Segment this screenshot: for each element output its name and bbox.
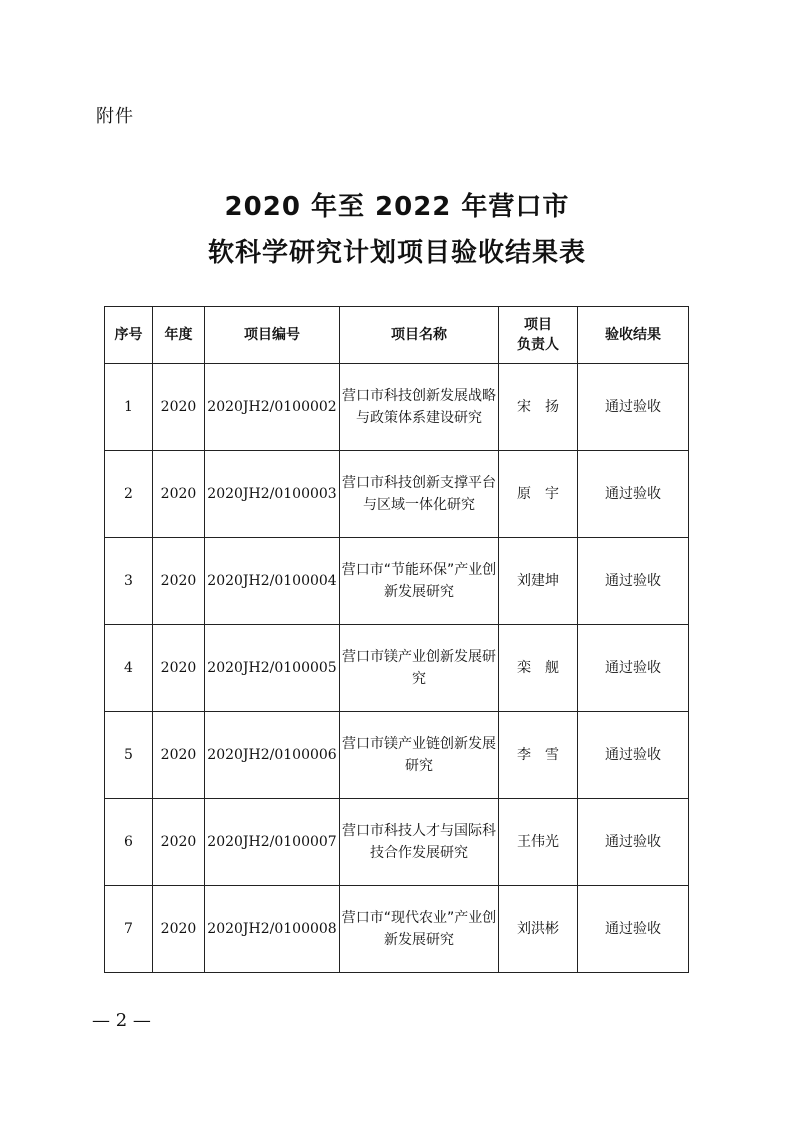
document-title-line-1: 2020 年至 2022 年营口市	[224, 192, 570, 222]
table-row	[105, 538, 689, 625]
cell-index: 4	[105, 625, 153, 712]
table-row	[105, 625, 689, 712]
table-header-row	[105, 307, 689, 364]
cell-code: 2020JH2/0100002	[205, 364, 340, 451]
header-name: 项目名称	[340, 307, 499, 364]
cell-year: 2020	[153, 625, 205, 712]
cell-code: 2020JH2/0100006	[205, 712, 340, 799]
cell-name: 营口市镁产业链创新发展研究	[340, 712, 499, 799]
cell-result: 通过验收	[578, 625, 689, 712]
cell-index: 7	[105, 886, 153, 973]
header-result: 验收结果	[578, 307, 689, 364]
cell-code: 2020JH2/0100005	[205, 625, 340, 712]
cell-name: 营口市科技创新支撑平台与区域一体化研究	[340, 451, 499, 538]
cell-index: 3	[105, 538, 153, 625]
cell-index: 2	[105, 451, 153, 538]
cell-year: 2020	[153, 886, 205, 973]
cell-name: 营口市“节能环保”产业创新发展研究	[340, 538, 499, 625]
cell-index: 6	[105, 799, 153, 886]
cell-year: 2020	[153, 451, 205, 538]
table-row	[105, 799, 689, 886]
cell-year: 2020	[153, 364, 205, 451]
cell-name: 营口市镁产业创新发展研究	[340, 625, 499, 712]
header-index: 序号	[105, 307, 153, 364]
header-owner-line-2: 负责人	[517, 337, 559, 353]
cell-owner: 刘洪彬	[499, 886, 578, 973]
table-row	[105, 364, 689, 451]
cell-code: 2020JH2/0100003	[205, 451, 340, 538]
page-number: — 2 —	[92, 1010, 151, 1031]
cell-code: 2020JH2/0100008	[205, 886, 340, 973]
cell-result: 通过验收	[578, 364, 689, 451]
cell-name: 营口市科技创新发展战略与政策体系建设研究	[340, 364, 499, 451]
cell-owner: 原 宇	[499, 451, 578, 538]
header-year: 年度	[153, 307, 205, 364]
acceptance-results-table	[104, 306, 689, 973]
cell-index: 5	[105, 712, 153, 799]
cell-index: 1	[105, 364, 153, 451]
cell-year: 2020	[153, 799, 205, 886]
document-title-line-2: 软科学研究计划项目验收结果表	[207, 238, 586, 268]
attachment-label: 附件	[96, 106, 134, 127]
cell-owner: 李 雪	[499, 712, 578, 799]
cell-name: 营口市科技人才与国际科技合作发展研究	[340, 799, 499, 886]
cell-owner: 栾 舰	[499, 625, 578, 712]
cell-result: 通过验收	[578, 538, 689, 625]
cell-owner: 王伟光	[499, 799, 578, 886]
header-owner-line-1: 项目	[524, 317, 552, 333]
table-row	[105, 451, 689, 538]
cell-result: 通过验收	[578, 712, 689, 799]
cell-owner: 宋 扬	[499, 364, 578, 451]
header-code: 项目编号	[205, 307, 340, 364]
cell-result: 通过验收	[578, 451, 689, 538]
cell-code: 2020JH2/0100007	[205, 799, 340, 886]
cell-name: 营口市“现代农业”产业创新发展研究	[340, 886, 499, 973]
table-row	[105, 886, 689, 973]
table-row	[105, 712, 689, 799]
cell-code: 2020JH2/0100004	[205, 538, 340, 625]
cell-year: 2020	[153, 712, 205, 799]
cell-year: 2020	[153, 538, 205, 625]
cell-result: 通过验收	[578, 886, 689, 973]
header-owner	[499, 307, 578, 364]
cell-result: 通过验收	[578, 799, 689, 886]
cell-owner: 刘建坤	[499, 538, 578, 625]
